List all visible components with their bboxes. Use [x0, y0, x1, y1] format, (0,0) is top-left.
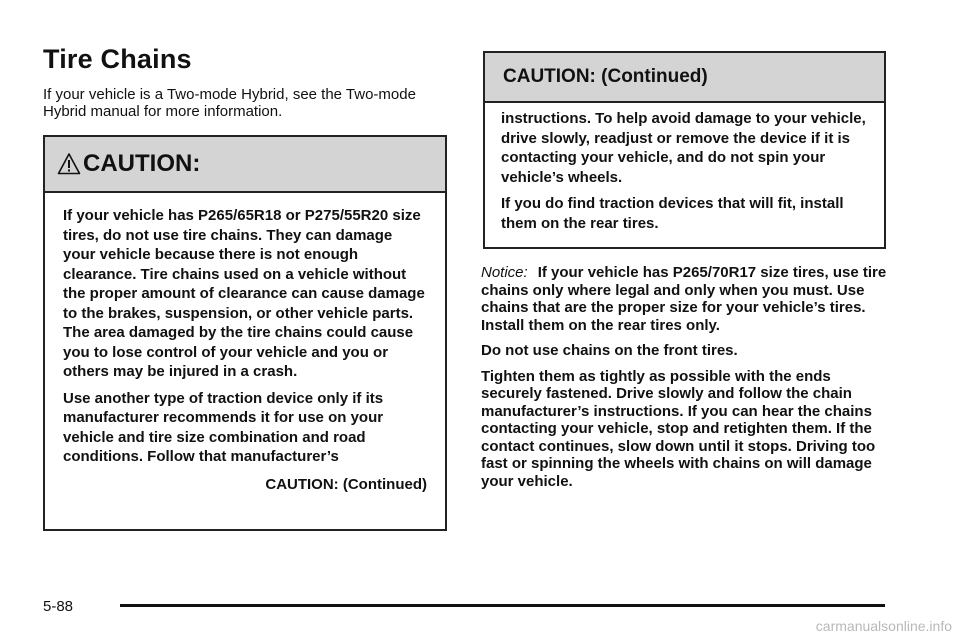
body-paragraph: Tighten them as tightly as possible with the ends securely fastened. Drive slowly and follow the chain manufacturer’s instructions. If you can hear the chains contacting your vehicle, stop and retighten them. If the contact continues, slow down until it stops. Driving too fast or spinning the wheels with chains on will damage your vehicle. [481, 367, 876, 490]
caution-continued-paragraph: instructions. To help avoid damage to your vehicle, drive slowly, readjust or remove the device if it is contacting your vehicle, and do not spin your vehicle’s wheels. [501, 110, 866, 186]
notice-text: If your vehicle has P265/70R17 size tires, use tire chains only where legal and only when you must. Use chains that are the proper size for your vehicle’s tires. Install them on the rear tires only. [481, 264, 887, 334]
notice-label: Notice: [481, 264, 528, 281]
caution-paragraph: If your vehicle has P265/65R18 or P275/55R20 size tires, do not use tire chains. They can damage your vehicle because there is not enough clearance. Tire chains used on a vehicle without the proper amount of clearance can cause damage to the brakes, suspension, or other vehicle parts. The area damaged by the tire chains could cause you to lose control of your vehicle and you or others may be injured in a crash. [63, 207, 425, 380]
caution-continued-body [485, 103, 884, 233]
caution-box [43, 135, 447, 531]
caution-header [45, 137, 445, 193]
intro-text: If your vehicle is a Two-mode Hybrid, see the Two-mode Hybrid manual for more information. [43, 86, 416, 120]
caution-heading: CAUTION: [83, 150, 201, 177]
caution-continued-label: CAUTION: (Continued) [265, 475, 427, 493]
page-number: 5-88 [43, 598, 74, 615]
notice-paragraph [481, 264, 891, 334]
caution-continued-box [483, 51, 886, 249]
warning-triangle-icon [57, 152, 81, 176]
body-paragraph: Do not use chains on the front tires. [481, 342, 738, 359]
caution-continued-paragraph: If you do find traction devices that will fit, install them on the rear tires. [501, 195, 844, 232]
caution-continued-header: CAUTION: (Continued) [485, 53, 884, 103]
page-title: Tire Chains [43, 44, 192, 74]
right-column-text [481, 264, 891, 498]
caution-body [45, 193, 445, 494]
footer-rule [120, 604, 885, 607]
caution-paragraph: Use another type of traction device only if its manufacturer recommends it for use on your vehicle and tire size combination and road conditions. Follow that manufacturer’s [63, 389, 384, 465]
watermark: carmanualsonline.info [815, 618, 952, 634]
